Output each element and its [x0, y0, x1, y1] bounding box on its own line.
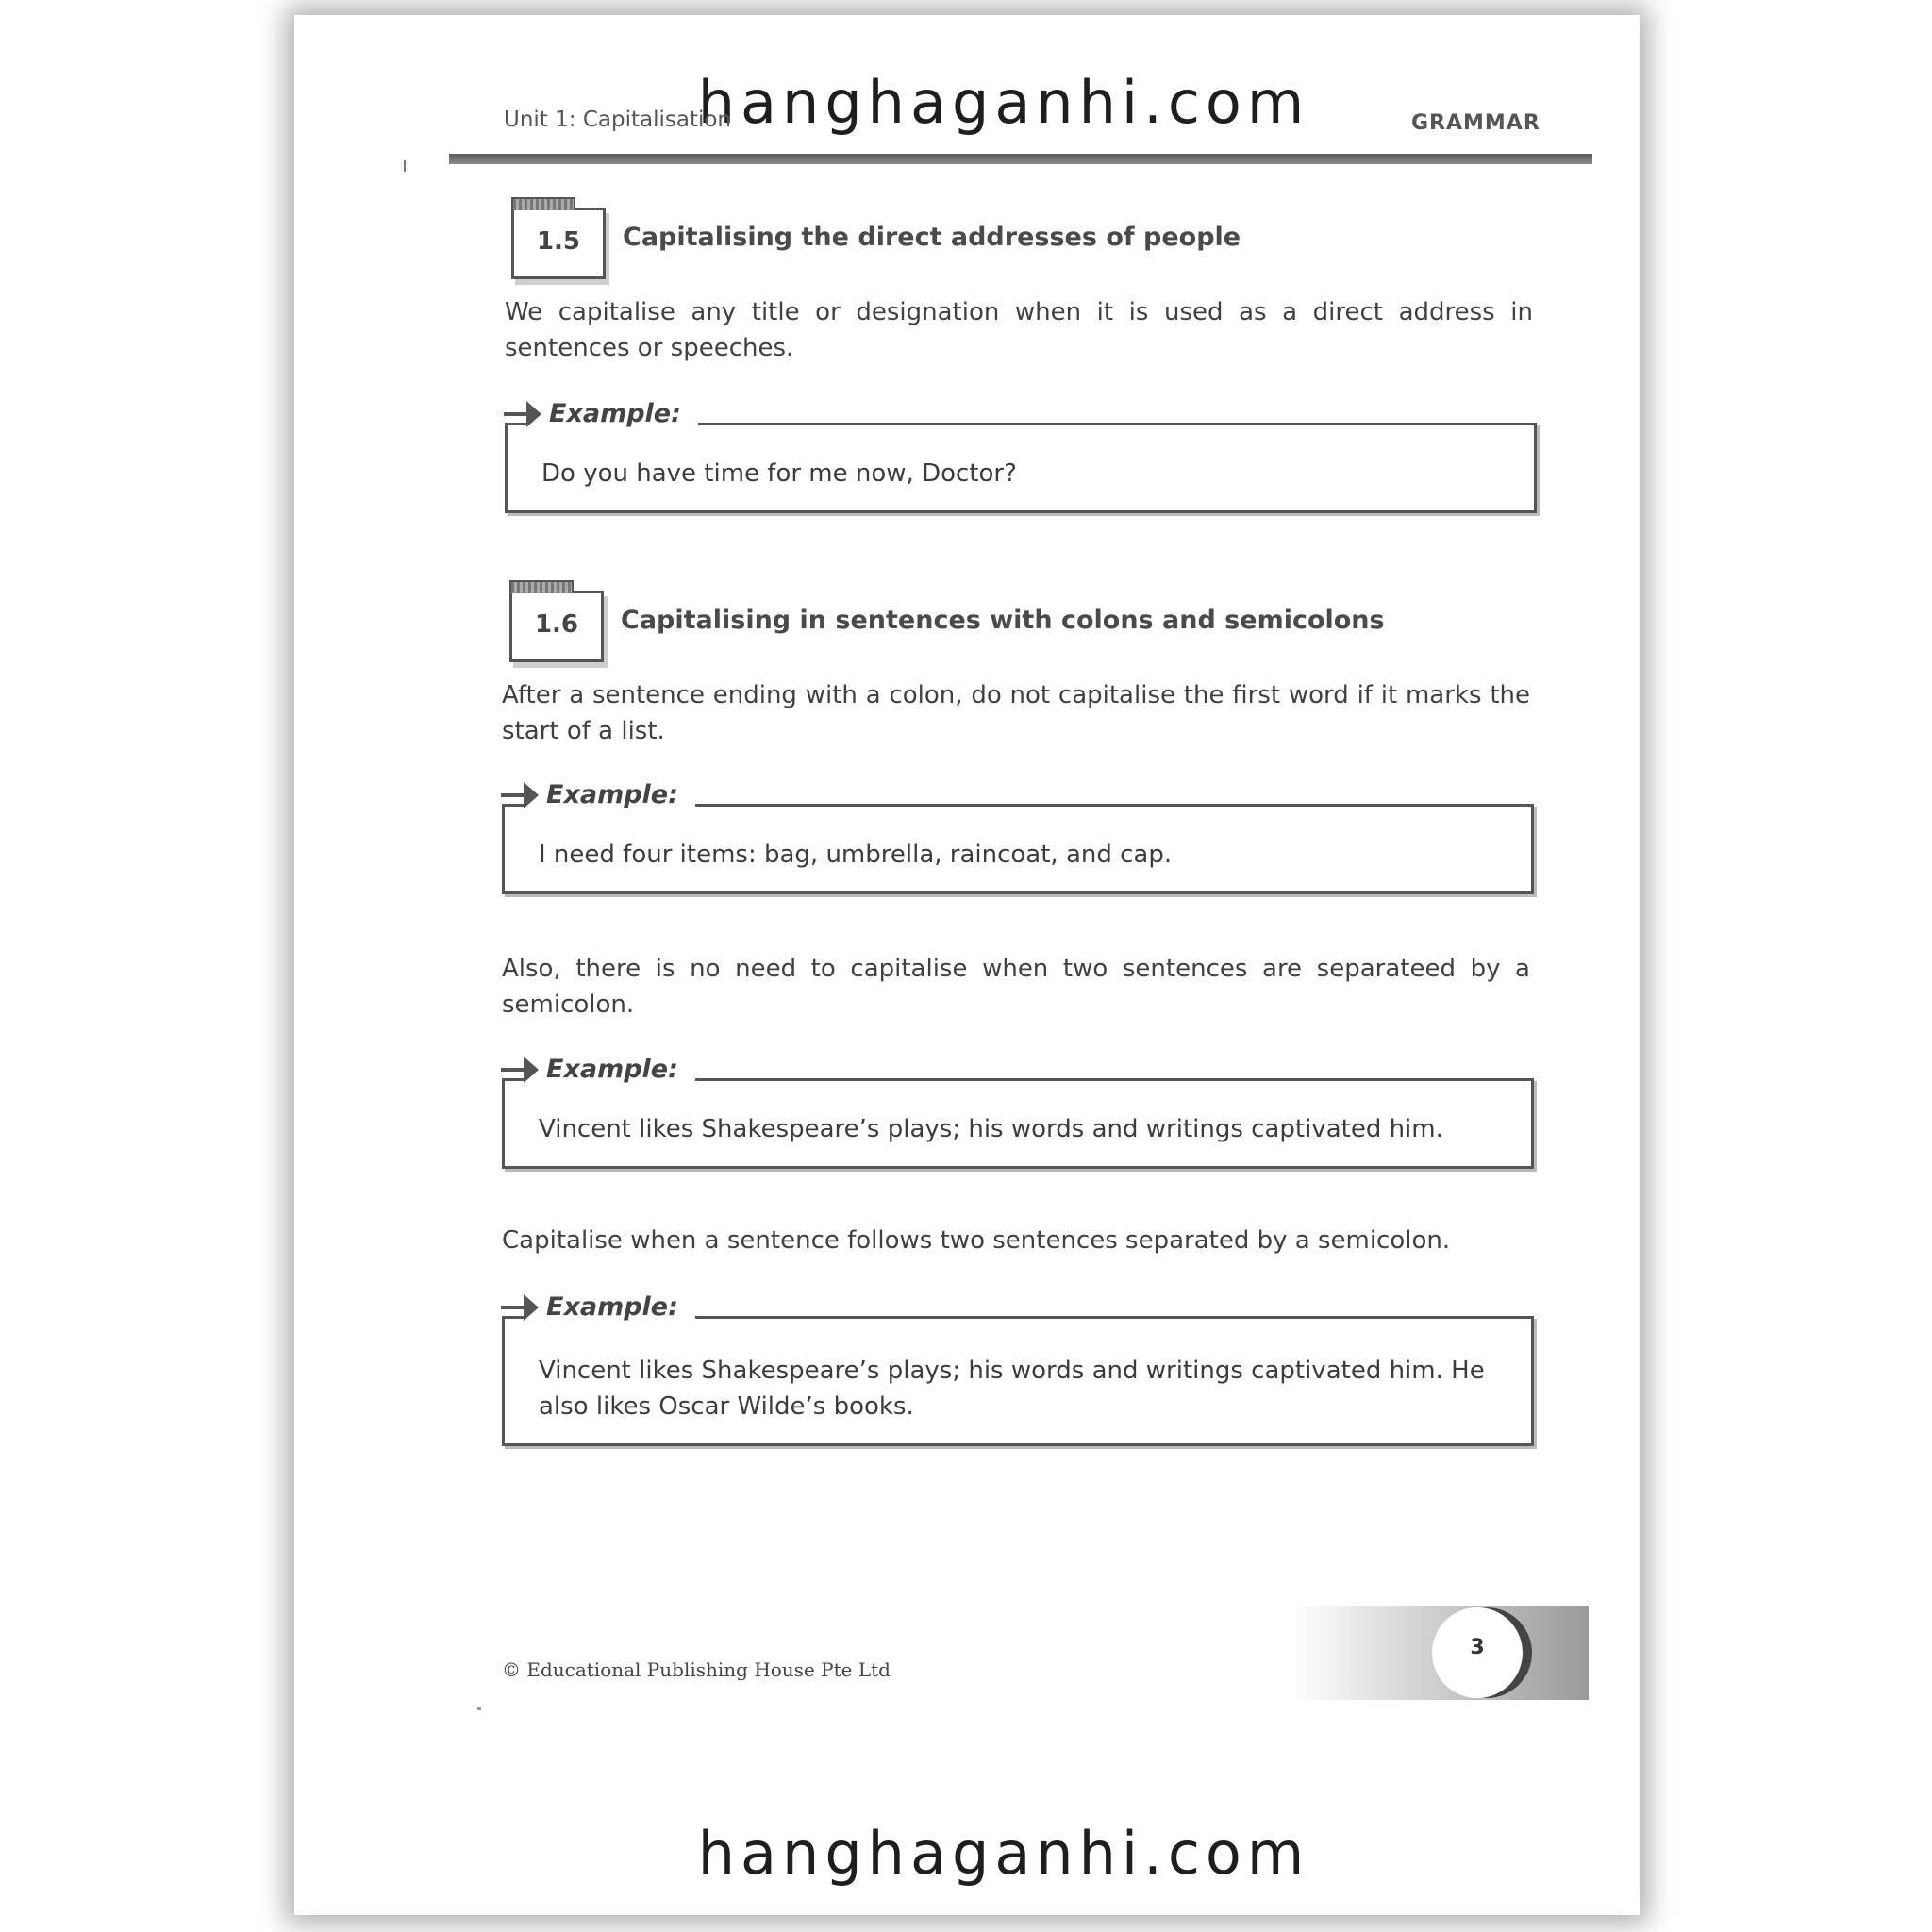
example-label: Example:	[524, 1292, 695, 1322]
section-number: 1.6	[534, 610, 579, 639]
watermark-top: hanghaganhi.com	[697, 68, 1310, 137]
example-label: Example:	[526, 399, 698, 428]
example-box-2	[502, 780, 1534, 894]
arrow-icon	[524, 1057, 539, 1083]
example-label: Example:	[524, 780, 695, 809]
watermark-bottom: hanghaganhi.com	[697, 1819, 1310, 1888]
section-badge-1-5	[511, 208, 606, 279]
section-title-1-5: Capitalising the direct addresses of people	[623, 223, 1241, 252]
stray-mark	[477, 1707, 481, 1710]
paragraph-follows: Capitalise when a sentence follows two sentences separated by a semicolon.	[502, 1226, 1451, 1255]
arrow-icon	[524, 782, 539, 808]
section-intro-1-5: We capitalise any title or designation when it is used as a direct address in sentences or speeches.	[505, 298, 1533, 362]
example-box-1	[505, 399, 1537, 513]
header-rule	[449, 154, 1592, 164]
example-text: Do you have time for me now, Doctor?	[541, 459, 1017, 488]
example-box-3	[502, 1055, 1534, 1169]
subject-label: GRAMMAR	[1411, 111, 1541, 135]
arrow-icon	[526, 401, 541, 427]
example-box-4	[502, 1292, 1534, 1446]
margin-tick	[404, 160, 406, 172]
example-text: Vincent likes Shakespeare’s plays; his words and writings captivated him. He also likes Oscar Wilde’s books.	[539, 1357, 1485, 1421]
section-badge-1-6	[509, 591, 604, 662]
page-number: 3	[1470, 1636, 1485, 1659]
example-text: I need four items: bag, umbrella, raincoat, and cap.	[539, 841, 1173, 869]
example-label: Example:	[524, 1055, 695, 1084]
arrow-icon	[524, 1294, 539, 1321]
example-text: Vincent likes Shakespeare’s plays; his words and writings captivated him.	[539, 1115, 1443, 1143]
section-title-1-6: Capitalising in sentences with colons and semicolons	[621, 606, 1385, 635]
unit-title: Unit 1: Capitalisation	[504, 108, 731, 132]
copyright-text: © Educational Publishing House Pte Ltd	[502, 1658, 891, 1681]
page-number-badge	[1432, 1607, 1523, 1698]
section-intro-1-6: After a sentence ending with a colon, do not capitalise the first word if it marks the start of a list.	[502, 681, 1530, 745]
paragraph-semicolon: Also, there is no need to capitalise when two sentences are separateed by a semicolon.	[502, 955, 1530, 1019]
section-number: 1.5	[536, 227, 581, 256]
